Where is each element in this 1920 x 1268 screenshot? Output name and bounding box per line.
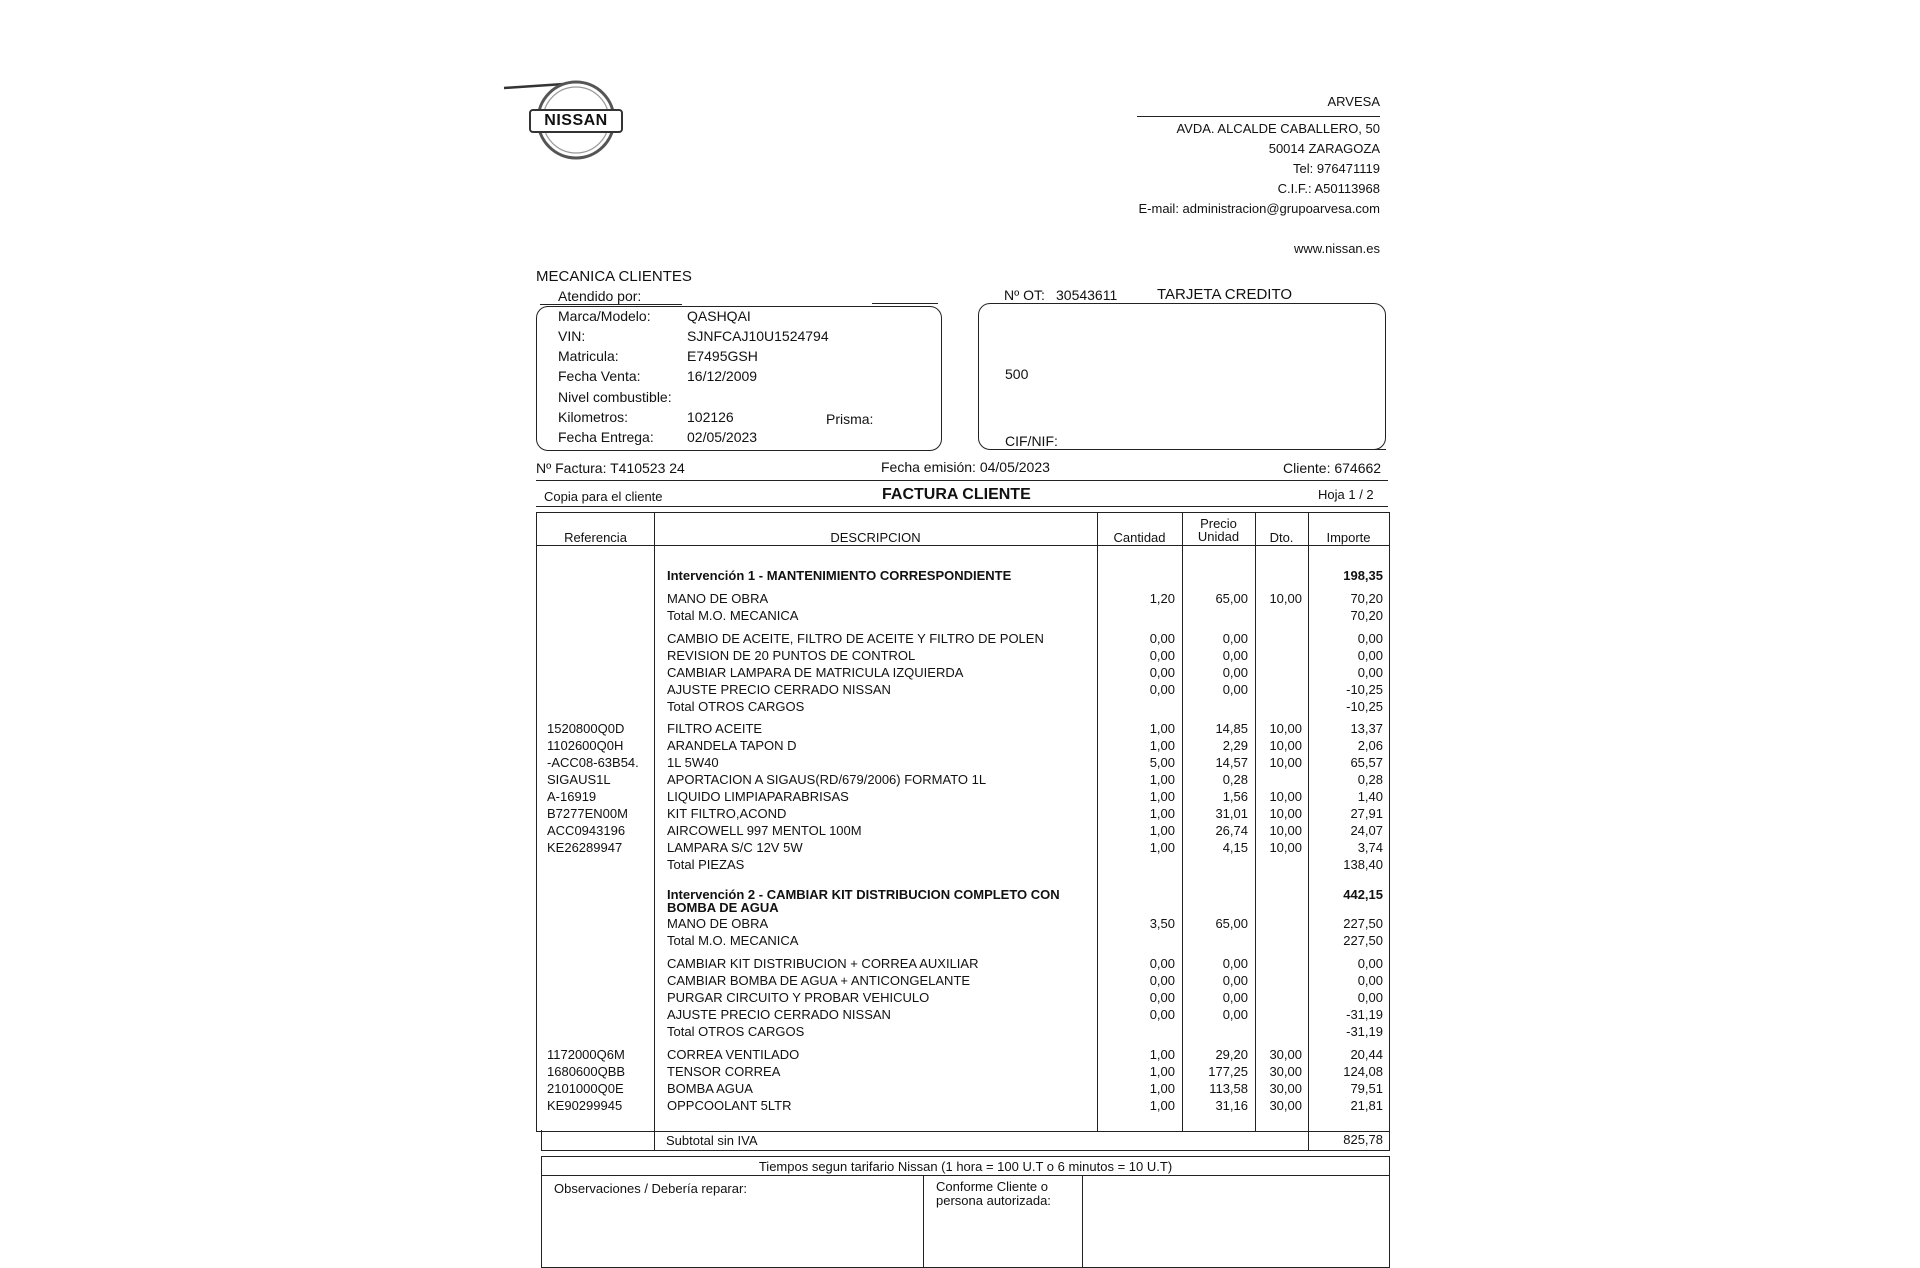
col-divider	[654, 1130, 655, 1150]
vehicle-field-label: Kilometros:	[558, 409, 629, 425]
cell-desc: Total M.O. MECANICA	[667, 933, 799, 948]
cell-qty: 1,00	[1149, 1047, 1175, 1062]
cell-price: 26,74	[1215, 823, 1248, 838]
cell-qty: 1,00	[1149, 806, 1175, 821]
cell-qty: 1,00	[1149, 1064, 1175, 1079]
table-row	[537, 608, 1389, 625]
cell-price: 0,00	[1222, 682, 1248, 697]
cell-desc: CAMBIAR LAMPARA DE MATRICULA IZQUIERDA	[667, 665, 964, 680]
cell-qty: 1,00	[1149, 738, 1175, 753]
cell-desc: Total M.O. MECANICA	[667, 608, 799, 623]
cell-amount: -31,19	[1346, 1024, 1383, 1039]
cell-qty: 0,00	[1149, 973, 1175, 988]
cell-price: 113,58	[1209, 1081, 1248, 1096]
table-row	[537, 755, 1389, 772]
table-row	[537, 568, 1389, 585]
tiempos-note: Tiempos segun tarifario Nissan (1 hora = 100 U.T o 6 minutos = 10 U.T)	[758, 1159, 1173, 1174]
table-row	[537, 1047, 1389, 1064]
table-row	[537, 1024, 1389, 1041]
cell-qty: 1,00	[1149, 721, 1175, 736]
table-row	[537, 631, 1389, 648]
cell-qty: 1,00	[1149, 1081, 1175, 1096]
cell-amount: 21,81	[1350, 1098, 1383, 1113]
cell-qty: 0,00	[1149, 956, 1175, 971]
cell-ref: 2101000Q0E	[547, 1081, 624, 1096]
footer-divider	[923, 1175, 924, 1267]
cell-desc: CAMBIO DE ACEITE, FILTRO DE ACEITE Y FILTRO DE POLEN	[667, 631, 1044, 646]
cif-rule-right	[1191, 449, 1386, 450]
cell-amount: 124,08	[1343, 1064, 1383, 1079]
company-address: AVDA. ALCALDE CABALLERO, 50	[1176, 121, 1380, 136]
vehicle-field-value: 16/12/2009	[687, 368, 758, 384]
nissan-logo	[502, 76, 626, 166]
cell-dto: 10,00	[1269, 806, 1302, 821]
col-header-amount: Importe	[1326, 530, 1371, 545]
vehicle-field-label: Marca/Modelo:	[558, 308, 651, 324]
company-name: ARVESA	[1327, 94, 1380, 109]
vehicle-field-label: Nivel combustible:	[558, 389, 672, 405]
table-row	[537, 973, 1389, 990]
section-title: MECANICA CLIENTES	[536, 268, 692, 285]
table-row	[537, 699, 1389, 716]
cell-amount: 24,07	[1350, 823, 1383, 838]
cell-price: 0,28	[1222, 772, 1248, 787]
table-row	[537, 857, 1389, 874]
cell-amount: 227,50	[1343, 916, 1383, 931]
cell-dto: 10,00	[1269, 789, 1302, 804]
table-row	[537, 823, 1389, 840]
table-row	[537, 956, 1389, 973]
cell-desc: Intervención 1 - MANTENIMIENTO CORRESPONDIENTE	[667, 568, 1012, 583]
attended-rule	[540, 304, 682, 305]
cell-price: 2,29	[1222, 738, 1248, 753]
cell-price: 0,00	[1222, 665, 1248, 680]
cell-ref: 1172000Q6M	[547, 1047, 625, 1062]
invoice-number: Nº Factura: T410523 24	[536, 460, 685, 476]
table-row	[537, 1007, 1389, 1024]
table-row	[537, 916, 1389, 933]
cell-qty: 0,00	[1149, 682, 1175, 697]
cell-amount: 27,91	[1350, 806, 1383, 821]
cell-dto: 30,00	[1269, 1098, 1302, 1113]
title-rule	[536, 506, 1388, 507]
cell-amount: 1,40	[1357, 789, 1383, 804]
attended-label: Atendido por:	[558, 288, 642, 304]
vehicle-field-value: QASHQAI	[687, 308, 751, 324]
cell-qty: 0,00	[1149, 648, 1175, 663]
client-box	[978, 303, 1386, 450]
copy-label: Copia para el cliente	[544, 489, 663, 504]
cell-qty: 3,50	[1149, 916, 1175, 931]
cell-price: 1,56	[1222, 789, 1248, 804]
invoice-title: FACTURA CLIENTE	[882, 486, 1031, 503]
cell-desc: OPPCOOLANT 5LTR	[667, 1098, 792, 1113]
cell-qty: 1,20	[1149, 591, 1175, 606]
cell-amount: -31,19	[1346, 1007, 1383, 1022]
cell-amount: 3,74	[1357, 840, 1383, 855]
conforme-label-1: Conforme Cliente o	[936, 1179, 1048, 1194]
vehicle-field-value: 102126	[687, 409, 734, 425]
cell-price: 177,25	[1208, 1064, 1248, 1079]
cell-qty: 1,00	[1149, 823, 1175, 838]
cell-desc: AIRCOWELL 997 MENTOL 100M	[667, 823, 862, 838]
table-row	[537, 648, 1389, 665]
cell-amount: 2,06	[1357, 738, 1383, 753]
cell-desc: LIQUIDO LIMPIAPARABRISAS	[667, 789, 849, 804]
company-email: E-mail: administracion@grupoarvesa.com	[1138, 201, 1380, 216]
table-row	[537, 887, 1389, 915]
col-header-dto: Dto.	[1269, 530, 1294, 545]
table-row	[537, 990, 1389, 1007]
col-header-price-2: Unidad	[1197, 529, 1240, 544]
cell-desc: KIT FILTRO,ACOND	[667, 806, 787, 821]
cell-desc: PURGAR CIRCUITO Y PROBAR VEHICULO	[667, 990, 930, 1005]
cif-rule	[1004, 449, 1142, 450]
cell-dto: 30,00	[1269, 1064, 1302, 1079]
table-row	[537, 682, 1389, 699]
cell-amount: 0,00	[1357, 631, 1383, 646]
page-number: Hoja 1 / 2	[1318, 487, 1374, 502]
cell-desc: CORREA VENTILADO	[667, 1047, 800, 1062]
cell-desc: 1L 5W40	[667, 755, 719, 770]
cell-desc: FILTRO ACEITE	[667, 721, 763, 736]
table-row	[537, 721, 1389, 738]
table-row	[537, 1081, 1389, 1098]
cell-dto: 30,00	[1269, 1081, 1302, 1096]
cell-price: 14,57	[1215, 755, 1248, 770]
cell-ref: 1520800Q0D	[547, 721, 625, 736]
col-header-qty: Cantidad	[1113, 530, 1166, 545]
cell-desc: MANO DE OBRA	[667, 591, 769, 606]
cell-amount: 70,20	[1350, 591, 1383, 606]
cell-dto: 10,00	[1269, 721, 1302, 736]
footer-rule	[542, 1175, 1389, 1176]
vehicle-field-value: SJNFCAJ10U1524794	[687, 328, 829, 344]
subtotal-row	[541, 1130, 1390, 1151]
cell-ref: ACC0943196	[547, 823, 626, 838]
company-tel: Tel: 976471119	[1293, 161, 1380, 176]
cell-desc: MANO DE OBRA	[667, 916, 769, 931]
cell-desc: APORTACION A SIGAUS(RD/679/2006) FORMATO 1L	[667, 772, 987, 787]
table-row	[537, 665, 1389, 682]
table-row	[537, 591, 1389, 608]
cell-amount: 65,57	[1350, 755, 1383, 770]
table-row	[537, 772, 1389, 789]
invoice-rule	[536, 480, 1388, 481]
cell-desc: CAMBIAR BOMBA DE AGUA + ANTICONGELANTE	[667, 973, 971, 988]
cell-amount: 0,00	[1357, 973, 1383, 988]
invoice-table	[536, 512, 1390, 1132]
cell-ref: 1680600QBB	[547, 1064, 626, 1079]
cell-dto: 10,00	[1269, 840, 1302, 855]
cell-price: 29,20	[1215, 1047, 1248, 1062]
company-cif: C.I.F.: A50113968	[1277, 181, 1380, 196]
col-header-ref: Referencia	[564, 530, 627, 545]
table-row	[537, 1064, 1389, 1081]
footer-box	[541, 1156, 1390, 1268]
attended-rule-right	[872, 303, 938, 304]
cell-amount: 20,44	[1350, 1047, 1383, 1062]
footer-divider	[1082, 1175, 1083, 1267]
col-divider	[1308, 1130, 1309, 1150]
cell-qty: 0,00	[1149, 665, 1175, 680]
cell-desc: AJUSTE PRECIO CERRADO NISSAN	[667, 1007, 891, 1022]
cell-price: 4,15	[1222, 840, 1248, 855]
subtotal-label: Subtotal sin IVA	[666, 1133, 758, 1148]
cell-desc: ARANDELA TAPON D	[667, 738, 797, 753]
vehicle-field-value: 02/05/2023	[687, 429, 758, 445]
cell-ref: KE90299945	[547, 1098, 623, 1113]
cell-amount: -10,25	[1346, 699, 1383, 714]
subtotal-value: 825,78	[1343, 1132, 1383, 1147]
cell-qty: 0,00	[1149, 1007, 1175, 1022]
company-rule	[1137, 116, 1380, 117]
cell-amount: -10,25	[1346, 682, 1383, 697]
vehicle-field-label: Fecha Venta:	[558, 368, 641, 384]
cell-desc: AJUSTE PRECIO CERRADO NISSAN	[667, 682, 891, 697]
cell-desc: Total OTROS CARGOS	[667, 1024, 805, 1039]
client-number: Cliente: 674662	[1283, 460, 1382, 476]
cell-ref: -ACC08-63B54.	[547, 755, 639, 770]
table-row	[537, 1098, 1389, 1115]
cell-price: 14,85	[1215, 721, 1248, 736]
vehicle-field-value: E7495GSH	[687, 348, 758, 364]
cell-price: 31,01	[1215, 806, 1248, 821]
observaciones-label: Observaciones / Debería reparar:	[554, 1181, 747, 1196]
cell-ref: B7277EN00M	[547, 806, 628, 821]
client-code: 500	[1005, 366, 1029, 382]
cell-desc: TENSOR CORREA	[667, 1064, 781, 1079]
cell-dto: 10,00	[1269, 591, 1302, 606]
cell-dto: 10,00	[1269, 755, 1302, 770]
table-row	[537, 806, 1389, 823]
cell-amount: 79,51	[1350, 1081, 1383, 1096]
table-row	[537, 738, 1389, 755]
cell-desc-continued: BOMBA DE AGUA	[667, 900, 779, 915]
company-city: 50014 ZARAGOZA	[1268, 141, 1380, 156]
cell-amount: 0,00	[1357, 665, 1383, 680]
cell-dto: 30,00	[1269, 1047, 1302, 1062]
cell-price: 65,00	[1215, 916, 1248, 931]
cell-amount: 0,00	[1357, 990, 1383, 1005]
cell-desc: Intervención 2 - CAMBIAR KIT DISTRIBUCION COMPLETO CON	[667, 887, 1060, 902]
cell-price: 0,00	[1222, 956, 1248, 971]
cell-amount: 442,15	[1343, 887, 1383, 902]
cell-price: 0,00	[1222, 631, 1248, 646]
col-header-desc: DESCRIPCION	[830, 530, 921, 545]
prisma-label: Prisma:	[826, 411, 874, 427]
cell-price: 0,00	[1222, 973, 1248, 988]
cell-desc: CAMBIAR KIT DISTRIBUCION + CORREA AUXILIAR	[667, 956, 979, 971]
cell-qty: 1,00	[1149, 789, 1175, 804]
cell-amount: 13,37	[1350, 721, 1383, 736]
cell-qty: 5,00	[1149, 755, 1175, 770]
payment-method: TARJETA CREDITO	[1157, 286, 1293, 303]
table-row	[537, 840, 1389, 857]
cell-desc: LAMPARA S/C 12V 5W	[667, 840, 803, 855]
cell-qty: 1,00	[1149, 1098, 1175, 1113]
cell-amount: 0,00	[1357, 648, 1383, 663]
cell-price: 0,00	[1222, 1007, 1248, 1022]
cell-ref: A-16919	[547, 789, 597, 804]
cell-desc: Total PIEZAS	[667, 857, 745, 872]
header-rule	[537, 545, 1389, 546]
cell-ref: KE26289947	[547, 840, 623, 855]
ot-number: 30543611	[1056, 287, 1118, 303]
cell-amount: 0,28	[1357, 772, 1383, 787]
cell-price: 31,16	[1215, 1098, 1248, 1113]
cell-amount: 0,00	[1357, 956, 1383, 971]
cell-price: 0,00	[1222, 990, 1248, 1005]
cell-price: 0,00	[1222, 648, 1248, 663]
cell-dto: 10,00	[1269, 738, 1302, 753]
cell-amount: 198,35	[1343, 568, 1383, 583]
vehicle-field-label: Matricula:	[558, 348, 619, 364]
cell-desc: Total OTROS CARGOS	[667, 699, 805, 714]
table-row	[537, 789, 1389, 806]
cell-qty: 1,00	[1149, 840, 1175, 855]
cell-dto: 10,00	[1269, 823, 1302, 838]
cell-amount: 227,50	[1343, 933, 1383, 948]
logo-text: NISSAN	[544, 112, 608, 129]
cell-amount: 70,20	[1350, 608, 1383, 623]
cell-desc: REVISION DE 20 PUNTOS DE CONTROL	[667, 648, 916, 663]
cell-qty: 0,00	[1149, 631, 1175, 646]
conforme-label-2: persona autorizada:	[936, 1193, 1051, 1208]
cell-ref: 1102600Q0H	[547, 738, 624, 753]
vehicle-field-label: Fecha Entrega:	[558, 429, 654, 445]
company-web: www.nissan.es	[1294, 241, 1380, 256]
cif-label: CIF/NIF:	[1005, 433, 1058, 449]
cell-qty: 1,00	[1149, 772, 1175, 787]
table-row	[537, 933, 1389, 950]
invoice-date: Fecha emisión: 04/05/2023	[881, 459, 1050, 475]
cell-desc: BOMBA AGUA	[667, 1081, 753, 1096]
vehicle-field-label: VIN:	[558, 328, 586, 344]
cell-qty: 0,00	[1149, 990, 1175, 1005]
cell-ref: SIGAUS1L	[547, 772, 611, 787]
col-header-price-1: Precio	[1200, 516, 1237, 531]
cell-amount: 138,40	[1343, 857, 1383, 872]
cell-price: 65,00	[1215, 591, 1248, 606]
ot-label: Nº OT:	[1004, 287, 1045, 303]
